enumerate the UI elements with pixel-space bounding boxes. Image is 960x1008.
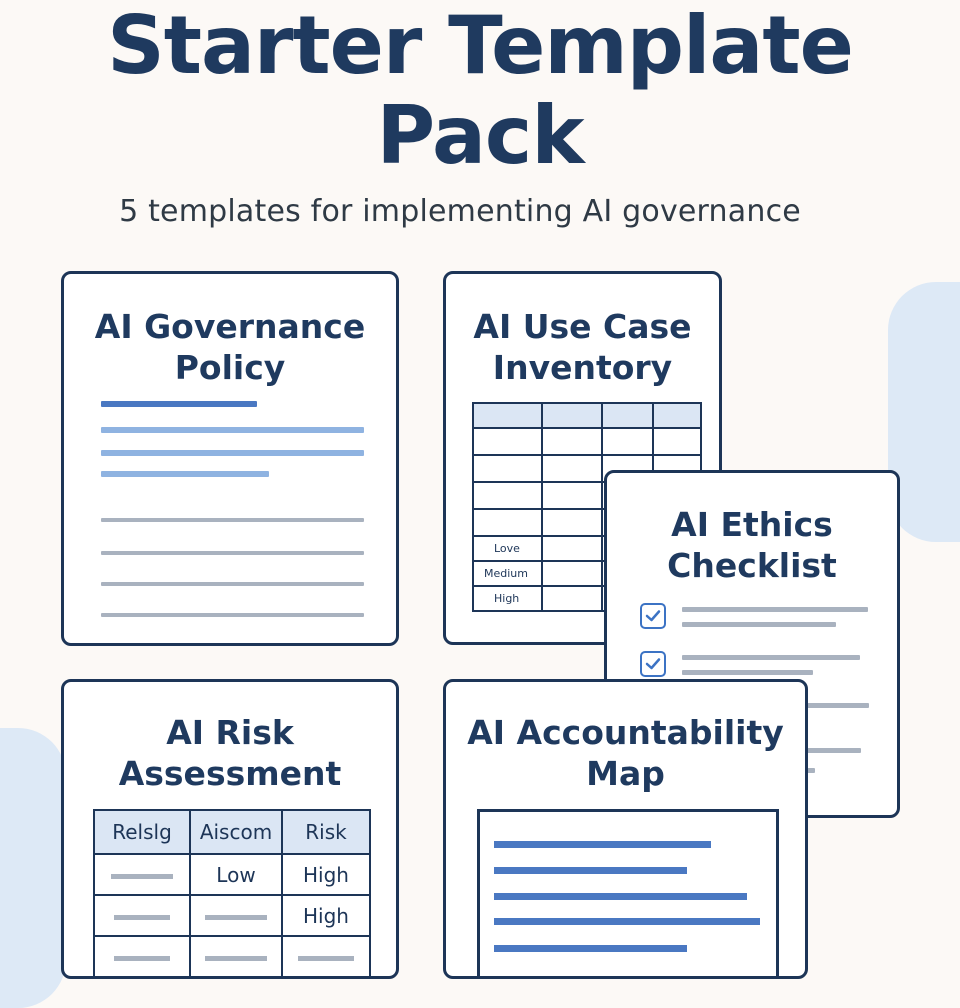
map-line	[494, 893, 747, 900]
table-row	[473, 428, 701, 455]
map-content-box	[477, 809, 779, 979]
map-line	[494, 867, 687, 874]
card-title: AI Ethics Checklist	[667, 505, 837, 585]
text-line	[101, 582, 364, 586]
map-line	[494, 841, 711, 848]
checkbox-checked-icon[interactable]	[640, 603, 666, 629]
text-line	[101, 613, 364, 617]
table-cell	[473, 403, 542, 428]
table-cell	[94, 936, 190, 977]
checklist-line	[803, 703, 869, 708]
table-cell	[653, 403, 701, 428]
map-line	[494, 945, 687, 952]
row-label: Love	[473, 536, 542, 561]
decorative-blob-left	[0, 728, 66, 1008]
text-line	[101, 427, 364, 433]
table-cell	[190, 895, 282, 936]
table-row	[94, 895, 370, 936]
table-cell	[542, 403, 602, 428]
table-cell	[190, 936, 282, 977]
column-header: Risk	[282, 810, 370, 854]
table-row	[94, 936, 370, 977]
checkbox-checked-icon[interactable]	[640, 651, 666, 677]
row-label: Medium	[473, 561, 542, 586]
table-cell: High	[282, 854, 370, 895]
checklist-line	[682, 607, 868, 612]
table-cell: High	[282, 895, 370, 936]
checklist-line	[682, 670, 813, 675]
text-line	[101, 401, 257, 407]
card-title: AI Use Case Inventory	[473, 307, 692, 387]
card-risk-assessment[interactable]	[61, 679, 399, 979]
text-line	[101, 471, 269, 477]
card-accountability-map[interactable]	[443, 679, 808, 979]
table-row	[94, 854, 370, 895]
table-cell	[94, 854, 190, 895]
card-governance-policy[interactable]	[61, 271, 399, 646]
checklist-line	[803, 748, 861, 753]
text-line	[101, 551, 364, 555]
card-title: AI Governance Policy	[94, 307, 366, 387]
table-header-row	[94, 810, 370, 854]
table-cell	[94, 895, 190, 936]
checklist-line	[682, 655, 860, 660]
page-title-line2: Pack	[376, 89, 584, 182]
column-header: Aiscom	[190, 810, 282, 854]
risk-table	[93, 809, 371, 978]
row-label: High	[473, 586, 542, 611]
table-cell	[282, 936, 370, 977]
table-cell: Low	[190, 854, 282, 895]
card-title: AI Risk Assessment	[118, 713, 342, 793]
column-header: Relslg	[94, 810, 190, 854]
page-title-line1: Starter Template	[107, 0, 853, 92]
map-line	[494, 918, 760, 925]
table-cell	[602, 403, 653, 428]
checklist-line	[682, 622, 836, 627]
text-line	[101, 450, 364, 456]
text-line	[101, 518, 364, 522]
page-subtitle: 5 templates for implementing AI governance	[119, 194, 801, 229]
card-title: AI Accountability Map	[467, 713, 784, 793]
